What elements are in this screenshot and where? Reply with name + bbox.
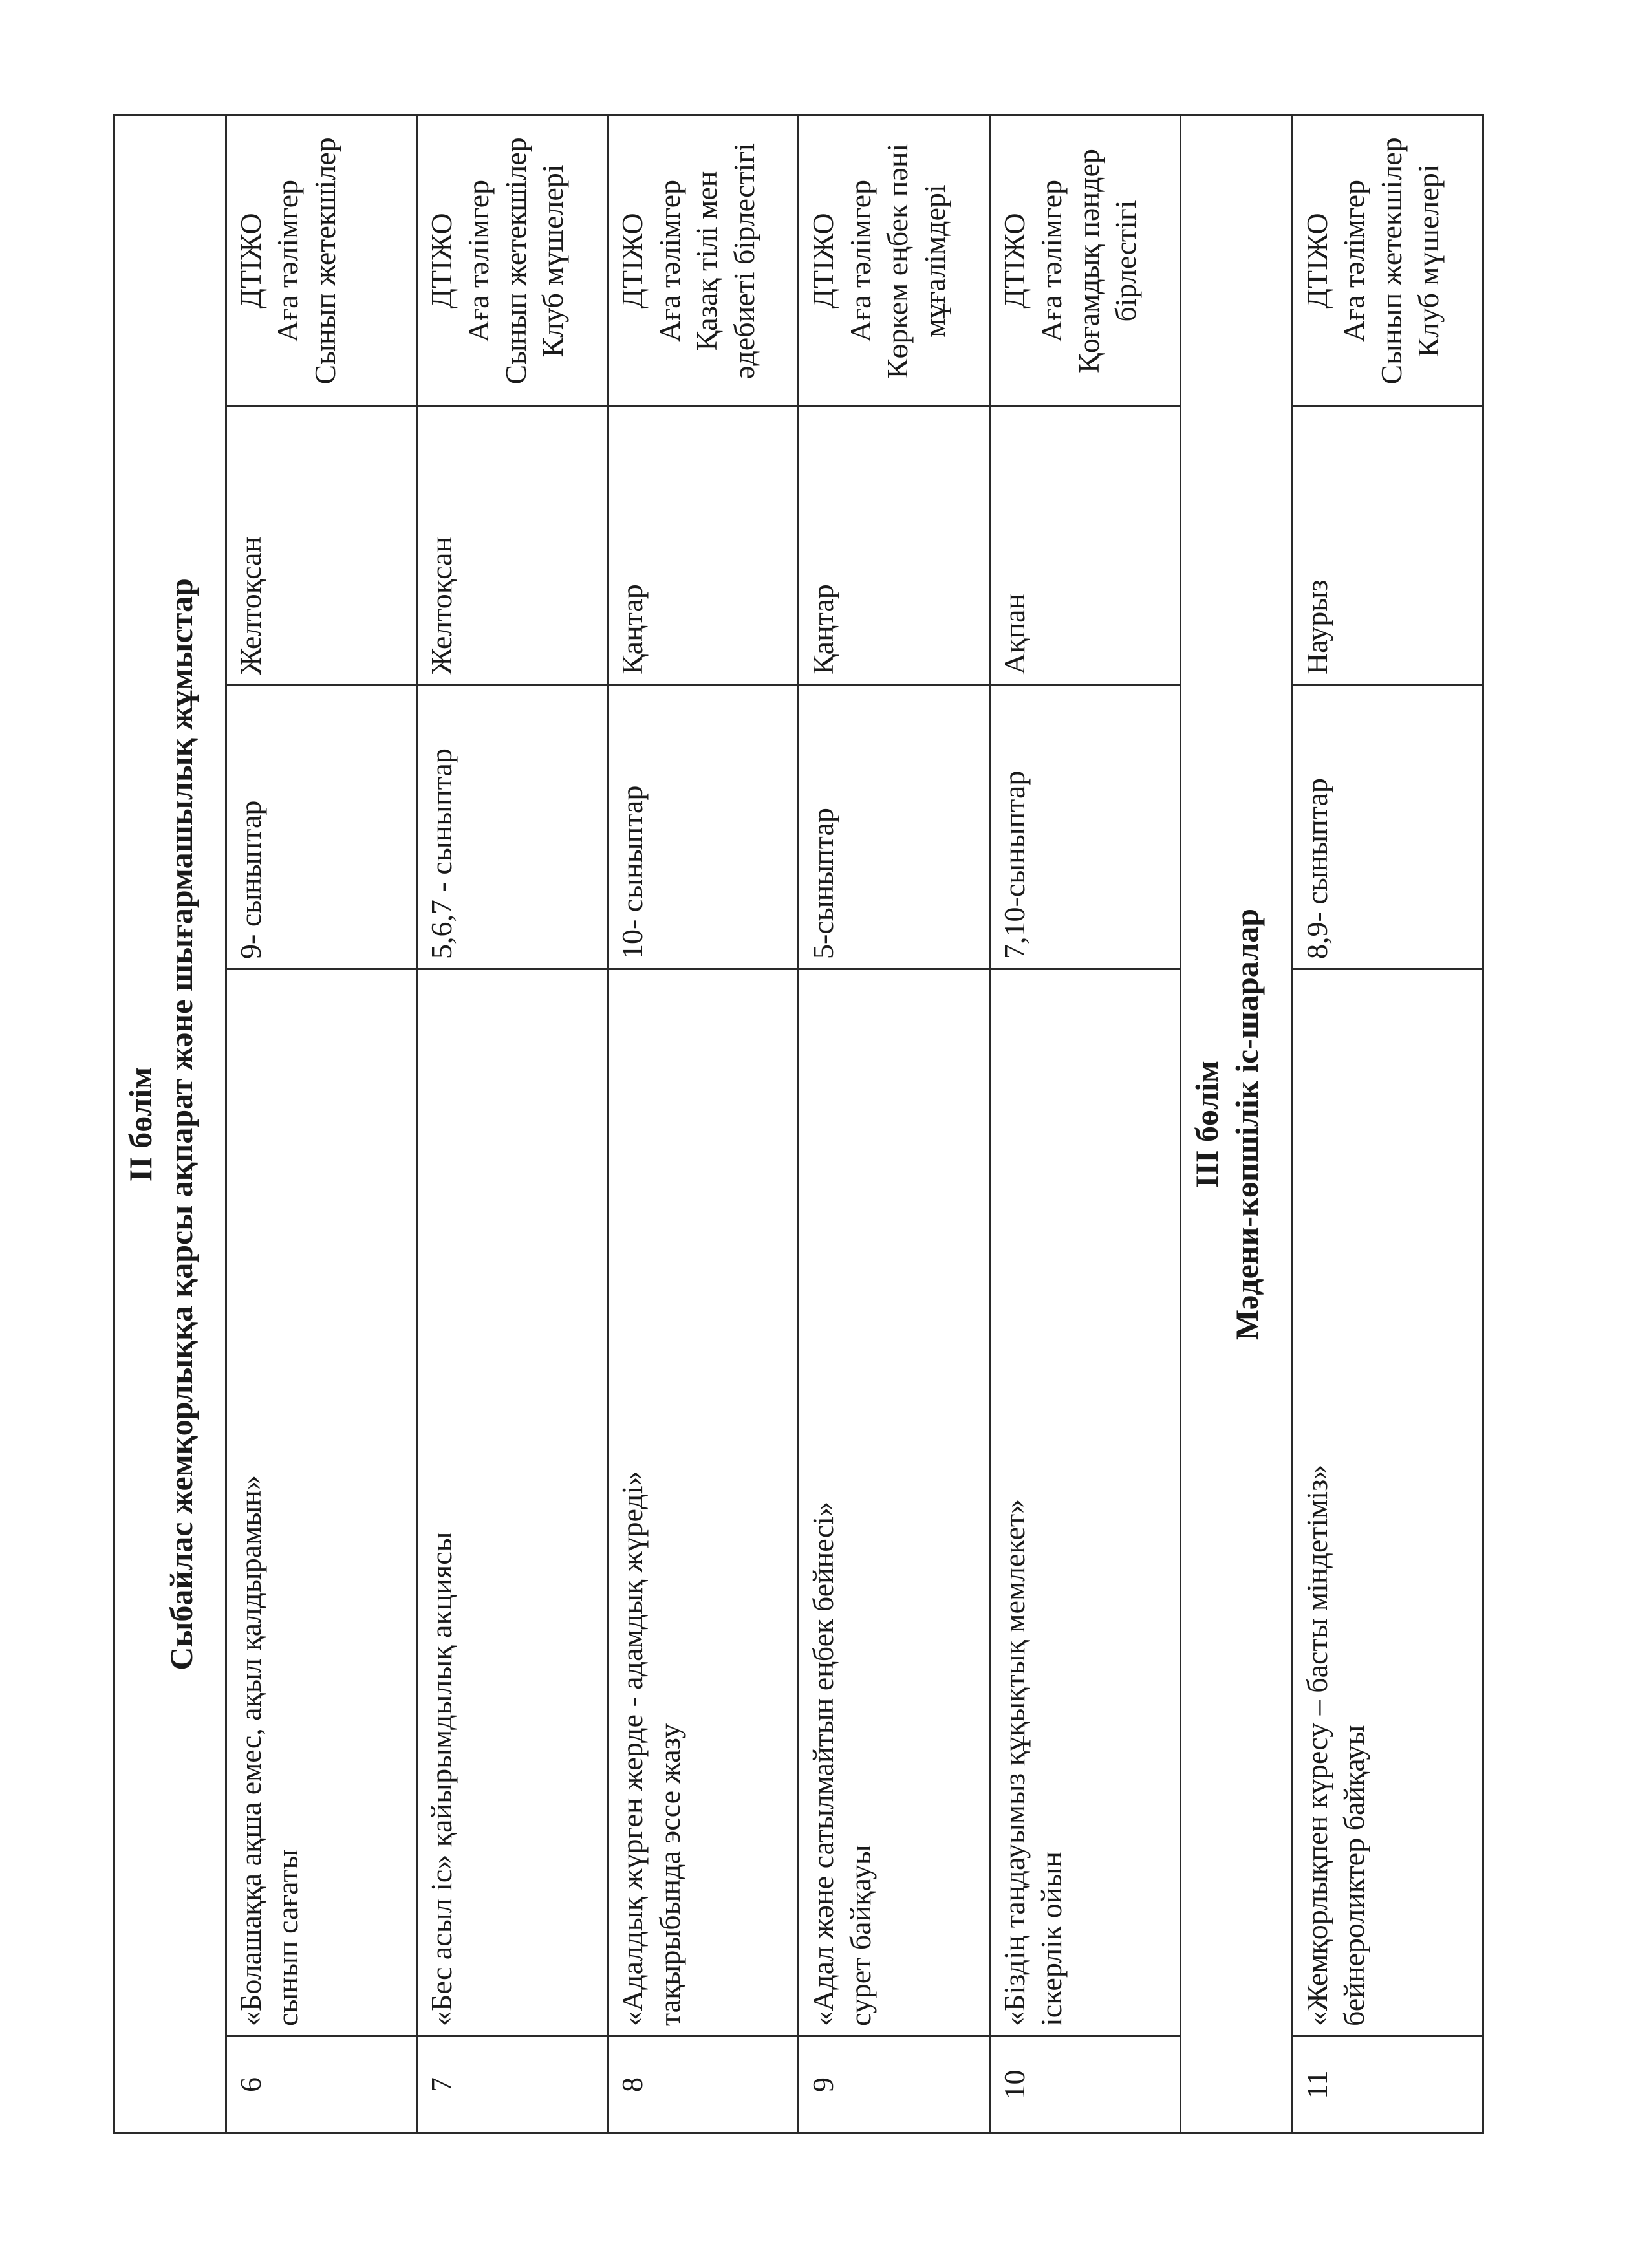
responsible-line: ДТІЖО <box>1300 213 1333 309</box>
responsible-line: Аға тәлімгер <box>271 179 305 342</box>
event-line: іскерлік ойын <box>1035 1852 1068 2026</box>
row-number: 11 <box>1292 2036 1483 2133</box>
responsible-line: Сынып жетекшілер <box>308 137 341 385</box>
responsible-line: Аға тәлімгер <box>1035 179 1068 342</box>
responsible-line: Аға тәлімгер <box>1337 179 1371 342</box>
row-number: 6 <box>226 2036 416 2133</box>
row-number: 7 <box>416 2036 607 2133</box>
responsible-cell <box>799 115 989 406</box>
plan-table <box>113 114 1484 2134</box>
section-3-header-row <box>1180 115 1292 2133</box>
row-number: 8 <box>608 2036 799 2133</box>
section-2-subtitle: Сыбайлас жемқорлыққа қарсы ақпарат және шығармашылық жұмыстар <box>162 578 199 1670</box>
date-cell: Наурыз <box>1292 407 1483 685</box>
date-cell: Қаңтар <box>608 407 799 685</box>
event-line: «Адалдық жүрген жерде - адамдық жүреді» <box>616 1471 649 2026</box>
event-line: бейнероликтер байқауы <box>1337 1725 1371 2026</box>
rotated-page-content <box>113 116 1484 2134</box>
event-line: «Жемқорлықпен күресу – басты міндетіміз» <box>1300 1464 1333 2026</box>
responsible-line: Аға тәлімгер <box>843 179 877 342</box>
event-cell <box>1292 969 1483 2036</box>
responsible-line: ДТІЖО <box>424 213 458 309</box>
event-line: «Бес асыл іс» қайырымдылық акциясы <box>424 1531 458 2026</box>
table-row <box>799 115 989 2133</box>
responsible-line: Көркем еңбек пәні мұғалімдері <box>881 143 951 379</box>
event-line: сурет байқауы <box>843 1844 877 2026</box>
responsible-cell <box>226 115 416 406</box>
date-cell: Қаңтар <box>799 407 989 685</box>
responsible-cell <box>989 115 1180 406</box>
section-3-title: III бөлім <box>1188 1061 1225 1188</box>
table-row <box>416 115 607 2133</box>
row-number: 10 <box>989 2036 1180 2133</box>
classes-cell: 7,10-сыныптар <box>989 685 1180 969</box>
date-cell: Ақпан <box>989 407 1180 685</box>
classes-cell: 5,6,7 - сыныптар <box>416 685 607 969</box>
section-3-subtitle: Мәдени-көпшілік іс-шаралар <box>1229 908 1266 1341</box>
table-row <box>989 115 1180 2133</box>
table-row <box>226 115 416 2133</box>
date-cell: Желтоқсан <box>226 407 416 685</box>
responsible-cell <box>1292 115 1483 406</box>
classes-cell: 9- сыныптар <box>226 685 416 969</box>
event-cell <box>416 969 607 2036</box>
responsible-line: Аға тәлімгер <box>462 179 495 342</box>
responsible-line: ДТІЖО <box>233 213 267 309</box>
responsible-line: ДТІЖО <box>616 213 649 309</box>
row-number: 9 <box>799 2036 989 2133</box>
event-cell <box>989 969 1180 2036</box>
responsible-line: Сынып жетекшілер <box>499 137 532 385</box>
section-2-header <box>114 115 226 2133</box>
responsible-line: Аға тәлімгер <box>652 179 686 342</box>
responsible-line: Клуб мүшелері <box>1412 164 1445 358</box>
event-line: «Болашаққа ақша емес, ақыл қалдырамын» <box>233 1475 267 2026</box>
responsible-line: Қоғамдық пәндер бірлестігі <box>1072 149 1143 373</box>
responsible-cell <box>608 115 799 406</box>
date-cell: Желтоқсан <box>416 407 607 685</box>
responsible-line: ДТІЖО <box>806 213 840 309</box>
section-2-header-row <box>114 115 226 2133</box>
classes-cell: 10- сыныптар <box>608 685 799 969</box>
table-row <box>608 115 799 2133</box>
responsible-cell <box>416 115 607 406</box>
responsible-line: Сынып жетекшілер <box>1374 137 1408 385</box>
section-3-header <box>1180 115 1292 2133</box>
classes-cell: 5-сыныптар <box>799 685 989 969</box>
responsible-line: ДТІЖО <box>997 213 1031 309</box>
responsible-line: Қазақ тілі мен әдебиеті бірлестігі <box>690 142 760 380</box>
section-2-title: II бөлім <box>122 1066 158 1182</box>
responsible-line: Клуб мүшелері <box>536 164 570 358</box>
event-cell <box>799 969 989 2036</box>
table-row <box>1292 115 1483 2133</box>
event-line: «Адал және сатылмайтын еңбек бейнесі» <box>806 1501 840 2026</box>
event-cell <box>608 969 799 2036</box>
event-line: сынып сағаты <box>271 1849 305 2026</box>
event-line: тақырыбында эссе жазу <box>652 1723 686 2026</box>
classes-cell: 8,9- сыныптар <box>1292 685 1483 969</box>
event-cell <box>226 969 416 2036</box>
event-line: «Біздің таңдауымыз құқықтық мемлекет» <box>997 1498 1031 2026</box>
